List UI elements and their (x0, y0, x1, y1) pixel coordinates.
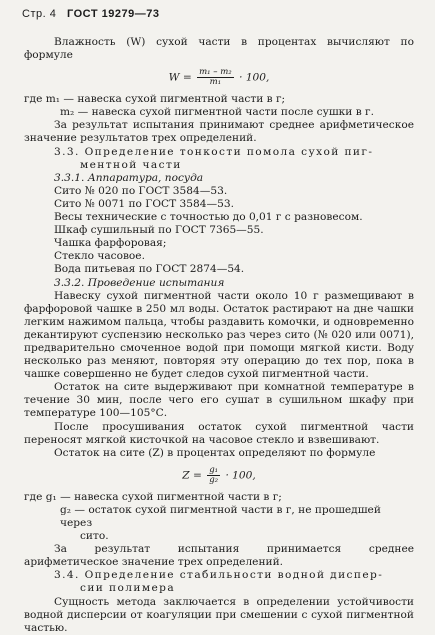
formula-lhs: Z = (182, 469, 202, 482)
subsection-3-3-2: 3.3.2. Проведение испытания (54, 276, 225, 289)
page-number: Стр. 4 (22, 8, 57, 20)
result-note-1: За результат испытания принимают среднее арифметическое значение результатов трех определений. (24, 119, 414, 145)
equipment-item: Сито № 0071 по ГОСТ 3584—53. (54, 197, 234, 210)
procedure-paragraph-2: Остаток на сите выдерживают при комнатной температуре в течение 30 мин, после чего его сушат в сушильном шкафу при температуре 100—105°С. (24, 381, 414, 420)
procedure-paragraph-3: После просушивания остаток сухой пигментной части переносят мягкой кисточкой на часовое стекло и взвешивают. (24, 420, 414, 446)
procedure-paragraph-1: Навеску сухой пигментной части около 10 г размещивают в фарфоровой чашке в 250 мл воды. Остаток растирают на дне чашки легким нажимом пальца, чтобы раздавить комочки, и одновременно декантируют суспензию несколько раз через сито (№ 020 или 0071), предварительно смоченное водой при помощи мягкой кисти. Воду несколько раз меняют, повторяя эту операцию до тех пор, пока в чашке совершенно не будет следов сухой пигментной части. (24, 289, 414, 381)
moisture-intro: Влажность (W) сухой части в процентах вычисляют по формуле (24, 36, 414, 62)
section-3-4-title-2: сии полимера (80, 582, 176, 595)
page-header (22, 8, 159, 21)
section-3-4-paragraph: Сущность метода заключается в определении устойчивости водной дисперсии от коагуляции при смешении с сухой пигментной частью. (24, 595, 414, 634)
subsection-3-3-1: 3.3.1. Аппаратура, посуда (54, 171, 204, 184)
where-g2: g₂ — остаток сухой пигментной части в г, не прошедшей через (60, 503, 381, 529)
equipment-item: Шкаф сушильный по ГОСТ 7365—55. (54, 224, 264, 237)
equipment-item: Чашка фарфоровая; (54, 237, 167, 250)
equipment-item: Вода питьевая по ГОСТ 2874—54. (54, 263, 245, 276)
where-g1: где g₁ — навеска сухой пигментной части в г; (24, 490, 282, 503)
formula-denominator: g₂ (209, 474, 219, 485)
where-m1: где m₁ — навеска сухой пигментной части в г; (24, 93, 286, 106)
page-body (24, 36, 414, 635)
residue-formula (24, 466, 414, 485)
formula-denominator: m₁ (209, 77, 222, 88)
where-g2-continued: сито. (80, 530, 109, 543)
formula-numerator: m₁ – m₂ (199, 67, 232, 78)
procedure-paragraph-4: Остаток на сите (Z) в процентах определяют по формуле (54, 446, 376, 459)
section-3-3-title-1: 3.3. Определение тонкости помола сухой пиг- (54, 145, 374, 158)
formula-tail: · 100, (239, 71, 270, 84)
formula-tail: · 100, (225, 469, 256, 482)
formula-numerator: g₁ (209, 464, 219, 475)
where-m2: m₂ — навеска сухой пигментной части после сушки в г. (60, 106, 374, 119)
moisture-formula (24, 68, 414, 87)
standard-number: ГОСТ 19279—73 (67, 8, 160, 20)
equipment-item: Сито № 020 по ГОСТ 3584—53. (54, 184, 228, 197)
result-note-2: За результат испытания принимается среднее арифметическое значение трех определений. (24, 543, 414, 569)
equipment-item: Весы технические с точностью до 0,01 г с разновесом. (54, 211, 363, 224)
section-3-3-title-2: ментной части (80, 158, 182, 171)
formula-lhs: W = (168, 71, 192, 84)
equipment-list (24, 185, 414, 277)
section-3-4-title-1: 3.4. Определение стабильности водной диспер- (54, 569, 384, 582)
formula-fraction (207, 466, 220, 485)
equipment-item: Стекло часовое. (54, 250, 145, 263)
formula-fraction (197, 68, 234, 87)
